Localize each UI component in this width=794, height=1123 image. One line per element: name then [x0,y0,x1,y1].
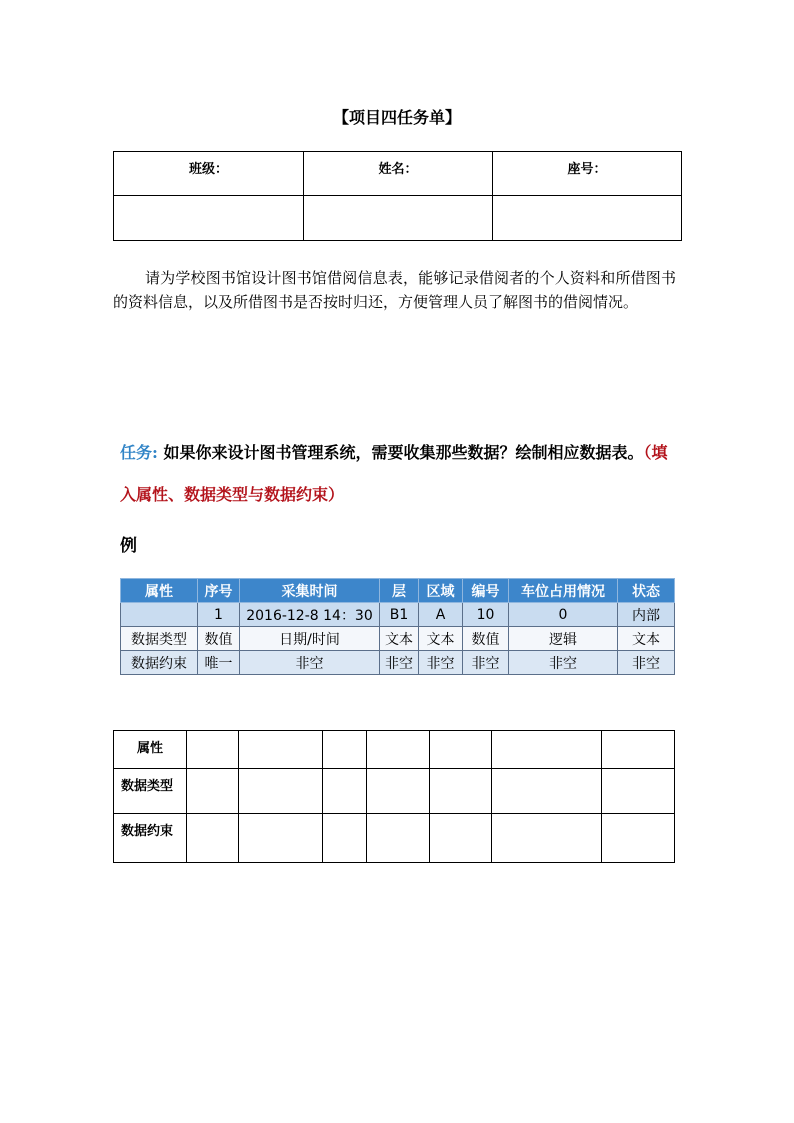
name-label: 姓名： [304,152,493,196]
table-cell: 数值 [463,627,509,651]
table-cell: 数值 [198,627,240,651]
example-header: 序号 [198,579,240,603]
table-cell: 文本 [380,627,419,651]
example-header: 属性 [121,579,198,603]
blank-cell[interactable] [323,814,367,863]
table-row [121,651,675,675]
example-header: 层 [380,579,419,603]
seat-label: 座号： [493,152,682,196]
table-cell: 非空 [618,651,675,675]
blank-cell[interactable] [239,731,323,769]
example-header: 采集时间 [240,579,380,603]
blank-cell[interactable] [492,731,602,769]
table-cell: A [419,603,463,627]
table-cell: B1 [380,603,419,627]
table-cell: 文本 [618,627,675,651]
seat-field[interactable] [493,196,682,241]
task-label: 任务 [120,443,153,462]
student-info-table [113,151,682,241]
blank-cell[interactable] [492,769,602,814]
blank-cell[interactable] [602,731,675,769]
table-cell: 非空 [509,651,618,675]
table-cell: 非空 [380,651,419,675]
table-cell: 1 [198,603,240,627]
blank-row [114,769,675,814]
example-table [120,578,675,675]
blank-row-label: 数据类型 [114,769,187,814]
table-cell: 2016-12-8 14：30 [240,603,380,627]
blank-cell[interactable] [367,769,430,814]
example-label: 例 [120,536,137,556]
intro-paragraph: 请为学校图书馆设计图书馆借阅信息表，能够记录借阅者的个人资料和所借图书的资料信息，以及所借图书是否按时归还，方便管理人员了解图书的借阅情况。 [113,269,676,311]
table-cell: 0 [509,603,618,627]
table-row [121,627,675,651]
table-cell: 内部 [618,603,675,627]
class-label: 班级： [114,152,304,196]
blank-cell[interactable] [367,814,430,863]
blank-cell[interactable] [323,731,367,769]
table-cell: 日期/时间 [240,627,380,651]
blank-row-label: 属性 [114,731,187,769]
example-header: 车位占用情况 [509,579,618,603]
task-hint: （填入属性、数据类型与数据约束） [120,443,668,504]
blank-cell[interactable] [239,769,323,814]
example-header-row [121,579,675,603]
name-field[interactable] [304,196,493,241]
blank-row [114,814,675,863]
table-cell: 数据约束 [121,651,198,675]
task-text: 如果你来设计图书管理系统，需要收集那些数据？绘制相应数据表。 [163,443,644,462]
example-header: 状态 [618,579,675,603]
table-cell: 唯一 [198,651,240,675]
table-cell: 文本 [419,627,463,651]
blank-row-label: 数据约束 [114,814,187,863]
blank-cell[interactable] [187,814,239,863]
blank-cell[interactable] [323,769,367,814]
table-cell: 非空 [419,651,463,675]
table-cell: 逻辑 [509,627,618,651]
blank-cell[interactable] [187,769,239,814]
table-cell: 10 [463,603,509,627]
blank-row [114,731,675,769]
blank-cell[interactable] [367,731,430,769]
example-header: 编号 [463,579,509,603]
blank-cell[interactable] [239,814,323,863]
table-cell: 非空 [463,651,509,675]
blank-cell[interactable] [430,731,492,769]
blank-cell[interactable] [492,814,602,863]
table-row [121,603,675,627]
table-cell: 非空 [240,651,380,675]
blank-cell[interactable] [602,814,675,863]
blank-cell[interactable] [430,769,492,814]
blank-cell[interactable] [187,731,239,769]
blank-table [113,730,675,863]
example-header: 区域 [419,579,463,603]
table-cell: 数据类型 [121,627,198,651]
table-cell [121,603,198,627]
task-paragraph: 任务: 如果你来设计图书管理系统，需要收集那些数据？绘制相应数据表。（填入属性、数据类型与数据约束） [120,443,668,504]
page-title: 【项目四任务单】 [332,108,461,127]
blank-cell[interactable] [430,814,492,863]
class-field[interactable] [114,196,304,241]
blank-cell[interactable] [602,769,675,814]
